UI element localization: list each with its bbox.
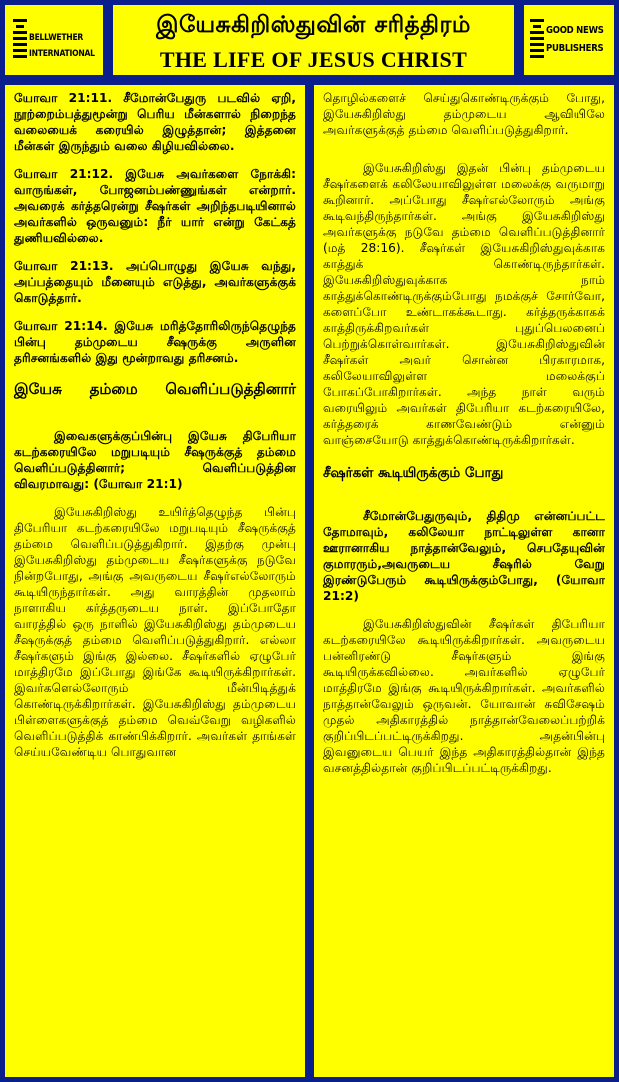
page-title-tamil: இயேசுகிறிஸ்துவின் சரித்திரம் xyxy=(156,12,471,38)
logo-mark-icon xyxy=(13,19,27,65)
logo-line-1: BELLWETHER xyxy=(29,33,84,43)
body-paragraph: தொழில்களைச் செய்துகொண்டிருக்கும் போது, இயேசுகிறிஸ்து தம்முடைய ஆவியிலே அவர்களுக்குத் தம்மை வெளிப்படுத்துகிறார். xyxy=(323,91,605,137)
verse-21-13: யோவா 21:13. அப்பொழுது இயேசு வந்து, அப்பத்தையும் மீனையும் எடுத்து, அவர்களுக்குக் கொடுத்தார். xyxy=(14,259,296,305)
logo-line-2: PUBLISHERS xyxy=(546,43,604,54)
logo-mark-icon xyxy=(530,19,544,65)
bellwether-logo-box xyxy=(4,4,104,76)
left-column xyxy=(4,84,306,1078)
bellwether-logo xyxy=(11,13,99,69)
goodnews-logo xyxy=(528,13,615,69)
section-heading: இயேசு தம்மை வெளிப்படுத்தினார் xyxy=(14,380,296,398)
title-box xyxy=(112,4,515,76)
logo-line-1: GOOD NEWS xyxy=(546,25,604,36)
body-paragraph: இயேசுகிறிஸ்து இதன் பின்பு தம்முடைய சீஷர்களைக் கலிலேயாவிலுள்ள மலைக்கு வருமாறு கூறினார். அப்போது சீஷர்எல்லோரும் அங்கு கூடிவந்திருந்தார்கள். அங்கு இயேசுகிறிஸ்து அவர்களுக்கு நடுவே தம்மை வெளிப்படுத்தினார் (மத் 28:16). சீஷர்கள் இயேசுகிறிஸ்துவுக்காக காத்துக் கொண்டிருந்தார்கள். இயேசுகிறிஸ்துவுக்காக நாம் காத்துக்கொண்டிருக்கும்போது நமக்குச் சோர்வோ, களைப்போ உண்டாகக்கூடாது. கர்த்தருக்காகக் காத்திருக்கிறவர்கள் புதுப்பெலனைப் பெற்றுக்கொள்வார்கள். இயேசுகிறிஸ்துவின் சீஷர்கள் அவர் சொன்ன பிரகாரமாக, கலிலேயாவிலுள்ள மலைக்குப் போகப்போகிறார்கள். அந்த நாள் வரும் வரையிலும் அவர்கள் திபேரியா கடற்கரையிலே, கர்த்தரைக் காணவேண்டும் என்னும் வாஞ்சையோடு காத்துக்கொண்டிருக்கிறார்கள். xyxy=(323,161,605,447)
body-paragraph: இயேசுகிறிஸ்துவின் சீஷர்கள் திபேரியா கடற்கரையிலே கூடியிருக்கிறார்கள். அவருடைய பன்னிரண்டு சீஷர்களும் இங்கு கூடியிருக்கவில்லை. அவர்களில் ஏழுபேர் மாத்திரமே இங்கு கூடியிருக்கிறார்கள். அவர்களில் நாத்தான்வேலும் ஒருவன். யோவான் சுவிசேஷம் முதல் அதிகாரத்தில் நாத்தான்வேலைப்பற்றிக் குறிப்பிடப்பட்டிருக்கிறது. அதன்பின்பு இவனுடைய பெயர் இந்த அதிகாரத்தில்தான் இந்த வசனத்தில்தான் குறிப்பிடப்பட்டிருக்கிறது. xyxy=(323,617,605,775)
right-column xyxy=(313,84,615,1078)
verse-21-11: யோவா 21:11. சீமோன்பேதுரு படவில் ஏறி, நூற்றைம்பத்துமூன்று பெரிய மீன்களால் நிறைந்த வலையைக் கரையில் இழுத்தான்; இத்தனை மீன்கள் இருந்தும் வலை கிழியவில்லை. xyxy=(14,91,296,153)
verse-21-2: சீமோன்பேதுருவும், திதிமு என்னப்பட்ட தோமாவும், கலிலேயா நாட்டிலுள்ள கானா ஊரானாகிய நாத்தான்வேலும், செபதேயுவின் குமாரரும்,அவருடைய சீஷரில் வேறு இரண்டுபேரும் கூடியிருக்கும்போது, (யோவா 21:2) xyxy=(323,509,605,603)
body-paragraph: இயேசுகிறிஸ்து உயிர்த்தெழுந்த பின்பு திபேரியா கடற்கரையிலே மறுபடியும் சீஷருக்குத் தம்மை வெளிப்படுத்துகிறார். இதற்கு முன்பு இயேசுகிறிஸ்து தம்முடைய சீஷர்களுக்கு நடுவே நின்றபோது, அங்கு அவருடைய சீஷர்எல்லோரும் கூடியிருந்தார்கள். அது வாரத்தின் முதலாம் நாளாகிய கர்த்தருடைய நாள். இப்போதோ வாரத்தில் ஒரு நாளில் இயேசுகிறிஸ்து தம்முடைய சீஷருக்குத் தம்மை வெளிப்படுத்துகிறார். எல்லா சீஷர்களும் இங்கு இல்லை. சீஷர்களில் ஏழுபேர் மாத்திரமே இப்போது இங்கே கூடியிருக்கிறார்கள். இவர்களெல்லோரும் மீன்பிடித்துக் கொண்டிருக்கிறார்கள். இயேசுகிறிஸ்து தம்முடைய பிள்ளைகளுக்குத் தம்மை வெவ்வேறு வழிகளில் வெளிப்படுத்திக் காண்பிக்கிறார். அவர்கள் தாங்கள் செய்யவேண்டிய பொதுவான xyxy=(14,505,296,759)
section-intro: இவைகளுக்குப்பின்பு இயேசு திபேரியா கடற்கரையிலே மறுபடியும் சீஷருக்குத் தம்மை வெளிப்படுத்தினார்; வெளிப்படுத்தின விவரமாவது: (யோவா 21:1) xyxy=(14,429,296,491)
goodnews-logo-box xyxy=(523,4,615,76)
verse-21-12: யோவா 21:12. இயேசு அவர்களை நோக்கி: வாருங்கள், போஜனம்பண்ணுங்கள் என்றார். அவரைக் கர்த்தரென்று சீஷர்கள் அறிந்தபடியினால் அவர்களில் ஒருவனும்: நீர் யார் என்று கேட்கத் துணியவில்லை. xyxy=(14,167,296,245)
logo-line-2: INTERNATIONAL xyxy=(29,49,95,59)
section-heading: சீஷர்கள் கூடியிருக்கும் போது xyxy=(323,465,504,481)
verse-21-14: யோவா 21:14. இயேசு மரித்தோரிலிருந்தெழுந்த பின்பு தம்முடைய சீஷருக்கு அருளின தரிசனங்களில் இது மூன்றாவது தரிசனம். xyxy=(14,319,296,365)
page-title-english: THE LIFE OF JESUS CHRIST xyxy=(159,47,468,72)
